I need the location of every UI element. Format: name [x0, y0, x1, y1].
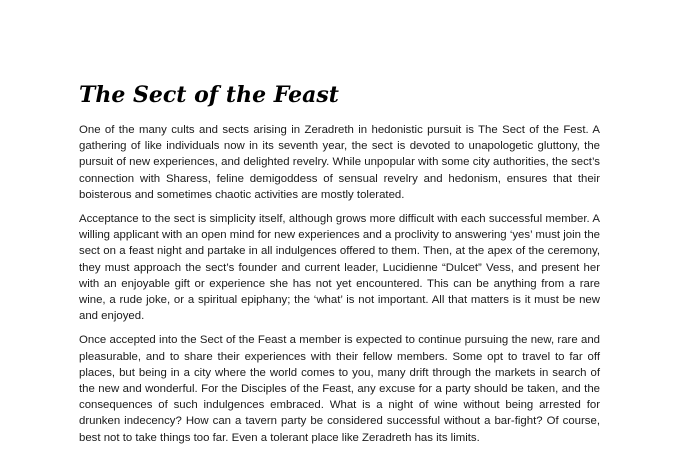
paragraph-membership: Once accepted into the Sect of the Feast a member is expected to continue pursuing the new, rare and pleasurable, and to share their experiences with their fellow members. Some opt to travel to far off places, but being in a city where the world comes to you, many drift through the markets in search of the new and wonderful. For the Disciples of the Feast, any excuse for a party should be taken, and the consequences of such indulgences embraced. What is a night of wine without being arrested for drunken indecency? How can a tavern party be considered successful without a bar-fight? Of course, best not to take things too far. Even a tolerant place like Zeradreth has its limits.	[79, 334, 600, 444]
document-body	[79, 122, 600, 454]
paragraph-intro: One of the many cults and sects arising in Zeradreth in hedonistic pursuit is The Sect of the Fest. A gathering of like individuals now in its seventh year, the sect is devoted to unapologetic gluttony, the pursuit of new experiences, and delighted revelry. While unpopular with some city authorities, the sect’s connection with Sharess, feline demigoddess of sensual revelry and hedonism, ensures that their boisterous and sometimes chaotic activities are mostly tolerated.	[79, 124, 600, 201]
paragraph-acceptance: Acceptance to the sect is simplicity itself, although grows more difficult with each successful member. A willing applicant with an open mind for new experiences and a proclivity to answering ‘yes’ must join the sect on a feast night and partake in all indulgences offered to them. Then, at the apex of the ceremony, they must approach the sect’s founder and current leader, Lucidienne “Dulcet” Vess, and present her with an enjoyable gift or experience she has not yet encountered. This can be anything from a rare wine, a rude joke, or a spiritual epiphany; the ‘what’ is not important. All that matters is it must be new and enjoyed.	[79, 213, 600, 323]
page-title: The Sect of the Feast	[79, 82, 339, 108]
